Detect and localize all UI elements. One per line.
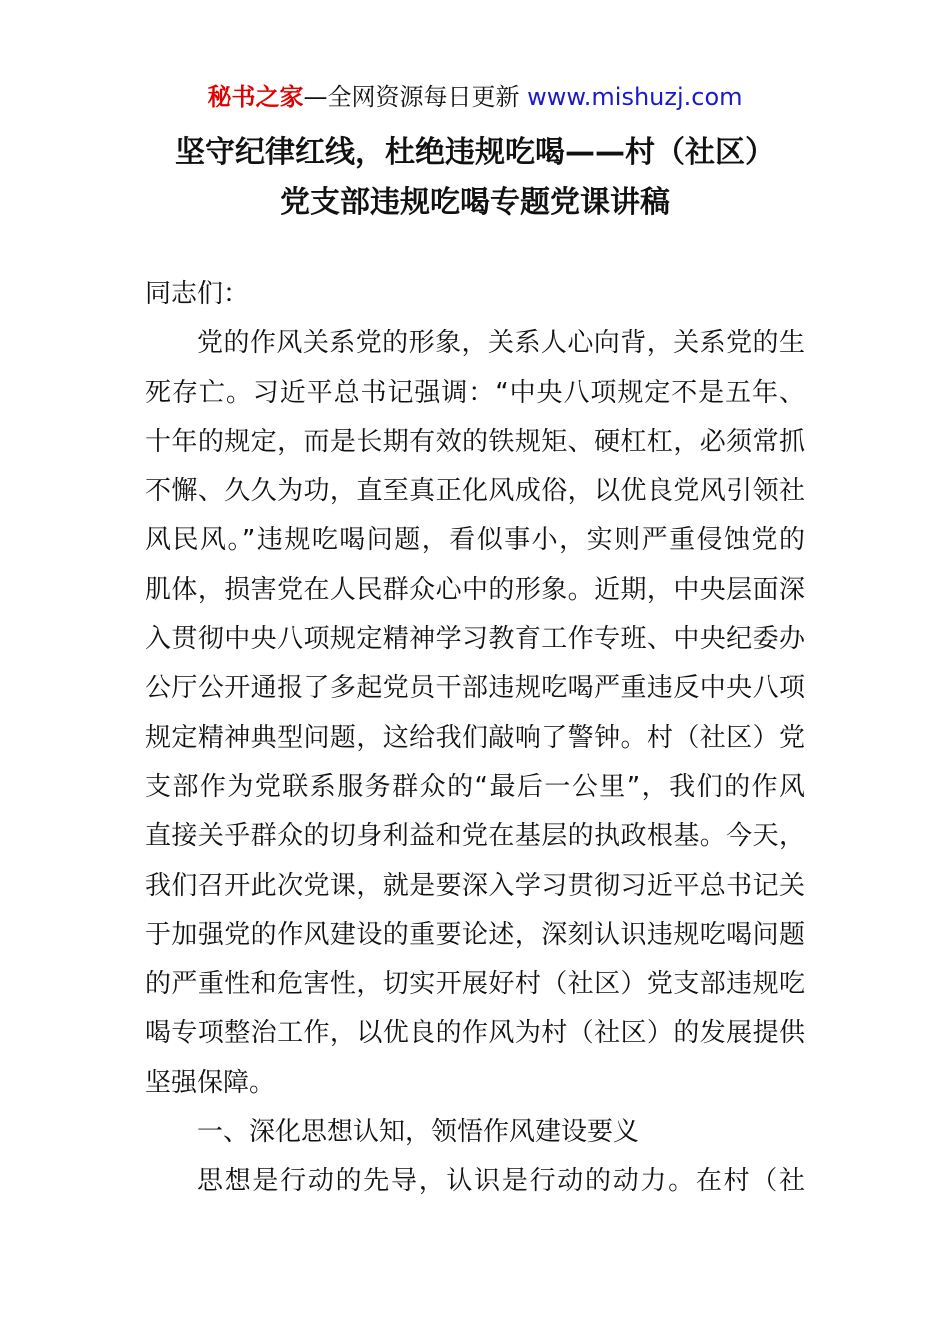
paragraph-line: 支部作为党联系服务群众的“最后一公里”，我们的作风 [145,771,805,802]
paragraph-line: 十年的规定，而是长期有效的铁规矩、硬杠杠，必须常抓 [145,426,805,457]
banner-tagline: —全网资源每日更新 [303,83,528,111]
paragraph-line: 我们召开此次党课，就是要深入学习贯彻习近平总书记关 [145,870,805,901]
section-heading: 一、深化思想认知，领悟作风建设要义 [197,1117,640,1148]
banner-brand: 秘书之家 [207,83,304,111]
watermark-banner [0,80,950,114]
paragraph-line: 于加强党的作风建设的重要论述，深刻认识违规吃喝问题 [145,919,805,950]
paragraph-line: 直接关乎群众的切身利益和党在基层的执政根基。今天， [145,821,805,852]
banner-site-link[interactable]: www.mishuzj.com [527,83,743,111]
paragraph-line: 不懈、久久为功，直至真正化风成俗，以优良党风引领社 [145,476,805,507]
document-title [0,128,950,228]
title-line-1: 坚守纪律红线，杜绝违规吃喝——村（社区） [175,135,775,170]
paragraph-line: 规定精神典型问题，这给我们敲响了警钟。村（社区）党 [145,722,805,753]
paragraph-line: 公厅公开通报了多起党员干部违规吃喝严重违反中央八项 [145,673,805,704]
salutation: 同志们： [145,279,250,309]
paragraph-line: 死存亡。习近平总书记强调：“中央八项规定不是五年、 [145,377,805,408]
title-line-2: 党支部违规吃喝专题党课讲稿 [280,185,670,220]
paragraph-line: 风民风。”违规吃喝问题，看似事小，实则严重侵蚀党的 [145,525,805,556]
paragraph-line: 肌体，损害党在人民群众心中的形象。近期，中央层面深 [145,574,805,605]
paragraph-line: 入贯彻中央八项规定精神学习教育工作专班、中央纪委办 [145,624,805,655]
document-body [145,270,805,1207]
paragraph-line: 党的作风关系党的形象，关系人心向背，关系党的生 [197,328,805,359]
paragraph-line: 思想是行动的先导，认识是行动的动力。在村（社 [197,1166,805,1197]
paragraph-line: 的严重性和危害性，切实开展好村（社区）党支部违规吃 [145,969,805,1000]
paragraph-line: 坚强保障。 [145,1067,276,1098]
paragraph-line: 喝专项整治工作，以优良的作风为村（社区）的发展提供 [145,1018,805,1049]
